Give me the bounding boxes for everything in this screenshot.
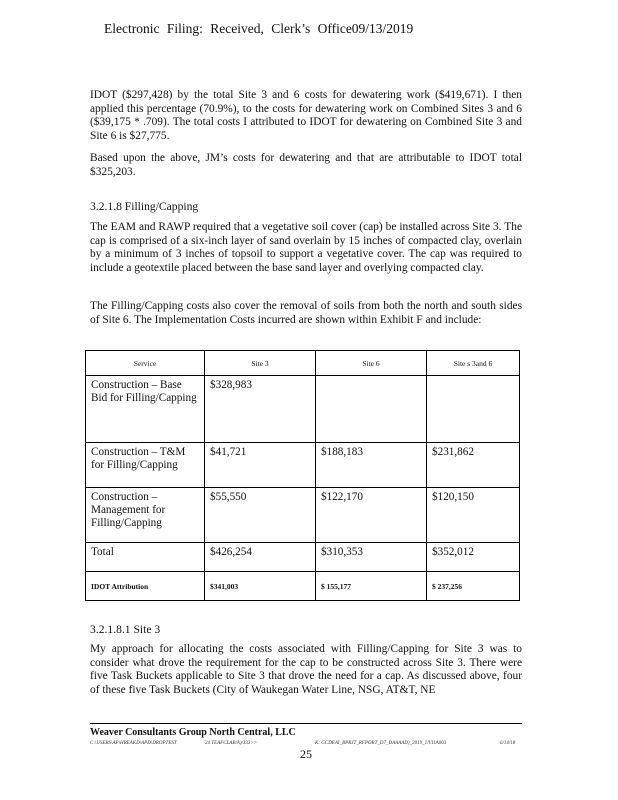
footer-date: 6/14/18 [500, 741, 516, 746]
section-heading-site-3: 3.2.1.8.1 Site 3 [90, 623, 161, 636]
table-cell: $426,254 [205, 543, 316, 572]
table-cell [427, 376, 520, 443]
table-cell: Construction – Management for Filling/Capping [86, 488, 205, 543]
page-number: 25 [300, 747, 312, 761]
table-cell: $41,721 [205, 443, 316, 488]
paragraph-cap-description: The EAM and RAWP required that a vegetative soil cover (cap) be installed across Site 3. The cap is comprised of a six-inch layer of sand overlain by 15 inches of compacted clay, overlain by a minimum of 3 inches of topsoil to support a vegetative cover. The cap was required to include a geotextile placed between the base sand layer and overlying compacted clay. [90, 221, 522, 274]
table-cell: $ 155,177 [316, 572, 427, 601]
table-cell: IDOT Attribution [86, 572, 205, 601]
footer-path-mid: 24 TEAFCLAB/A)/333>> [205, 741, 258, 746]
footer-path-left: C:\USERS\AP\HREAKD\APD\DROPTEST [90, 741, 177, 746]
table-cell: $328,983 [205, 376, 316, 443]
table-cell: $352,012 [427, 543, 520, 572]
table-row-idot-attribution [86, 572, 520, 601]
table-cell: Construction – Base Bid for Filling/Capping [86, 376, 205, 443]
cost-table [85, 350, 520, 601]
table-header-service: Service [86, 351, 205, 376]
table-cell: $341,003 [205, 572, 316, 601]
table-row [86, 376, 520, 443]
table-header-site3: Site 3 [205, 351, 316, 376]
table-cell: $231,862 [427, 443, 520, 488]
paragraph-dewatering-total: Based upon the above, JM’s costs for dewatering and that are attributable to IDOT total $325,203. [90, 152, 522, 178]
table-cell: $310,353 [316, 543, 427, 572]
table-row-total [86, 543, 520, 572]
table-cell: $55,550 [205, 488, 316, 543]
table-cell: Total [86, 543, 205, 572]
footer-path-right: K: GCDEAI_BPRJT_RFPORT_D7_DAAAAD)_2019_1/VI1A003 [315, 741, 447, 746]
paragraph-site3-approach: My approach for allocating the costs associated with Filling/Capping for Site 3 was to consider what drove the requirement for the cap to be constructed across Site 3. There were five Task Buckets applicable to Site 3 that drove the need for a cap. As discussed above, four of these five Task Buckets (City of Waukegan Water Line, NSG, AT&T, NE [90, 643, 522, 696]
footer-divider [90, 723, 522, 724]
section-heading-filling-capping: 3.2.1.8 Filling/Capping [90, 200, 199, 213]
paragraph-dewatering-calc: IDOT ($297,428) by the total Site 3 and 6 costs for dewatering work ($419,671). I then applied this percentage (70.9%), to the costs for dewatering work on Combined Sites 3 and 6 ($39,175 * .709). The total costs I attributed to IDOT for dewatering on Combined Site 3 and Site 6 is $27,775. [90, 89, 522, 142]
table-cell: $122,170 [316, 488, 427, 543]
table-row [86, 488, 520, 543]
table-cell: $ 237,256 [427, 572, 520, 601]
table-header-site6: Site 6 [316, 351, 427, 376]
footer-company: Weaver Consultants Group North Central, LLC [90, 727, 296, 738]
paragraph-filling-costs: The Filling/Capping costs also cover the removal of soils from both the north and south sides of Site 6. The Implementation Costs incurred are shown within Exhibit F and include: [90, 300, 522, 326]
table-cell: $188,183 [316, 443, 427, 488]
table-header-row [86, 351, 520, 376]
table-cell [316, 376, 427, 443]
table-cell: $120,150 [427, 488, 520, 543]
table-header-sites-3-and-6: Site s 3and 6 [427, 351, 520, 376]
electronic-filing-stamp: Electronic Filing: Received, Clerk’s Office09/13/2019 [104, 21, 414, 36]
table-row [86, 443, 520, 488]
table-cell: Construction – T&M for Filling/Capping [86, 443, 205, 488]
